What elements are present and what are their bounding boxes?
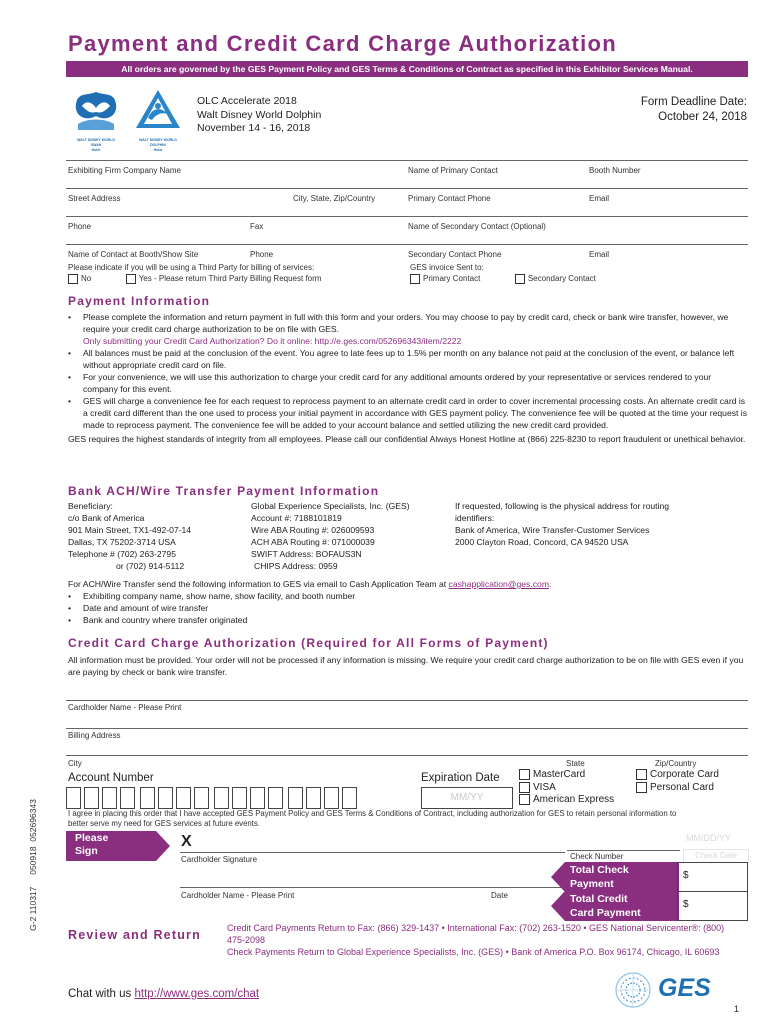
cardholder-name-2-field[interactable] xyxy=(180,887,565,888)
signature-field[interactable] xyxy=(180,852,565,853)
bank-line: Telephone # (702) 263-2795 xyxy=(68,549,176,559)
bank-line: SWIFT Address: BOFAUS3N xyxy=(251,549,362,559)
cardholder-name-field[interactable] xyxy=(66,700,748,701)
cardholder-name-2-label: Cardholder Name - Please Print xyxy=(181,891,295,900)
bank-account xyxy=(251,500,451,572)
total-check-label-2: Payment xyxy=(570,878,614,890)
payment-bullet-1: Please complete the information and return payment in full with this form and your orders. You may choose to pay by credit card, check or bank wire transfer, however, we require your credit card charge authorization to be on file with GES. xyxy=(83,312,729,334)
digit-box[interactable] xyxy=(268,787,283,809)
payment-info: • Please complete the information and return payment in full with this form and your orders. You may choose to pay by credit card, check or bank wire transfer, however, we require your credit card charge authorization to be on file with GES. Only submitting your Credit Card Authorization? Do it online: http://e.ges.com/052696343/item/2222 • All balances must be paid at the conclusion of the event. You agree to late fees up to 1.5% per month on any balance not paid at the conclusion of the event, or balance left without appropriate credit card on file. • For your convenience, we will use this authorization to charge your credit card for any additional amounts ordered by your representative or services rendered to your company for this event. • GES will charge a convenience fee for each request to reprocess payment to an alternate credit card in order to cover incremental processing costs. An alternate credit card is a credit card different than the one used to process your initial payment in accordance with GES payment policy. The convenience fee will be quoted at the time your request is made to reprocess payment. The convenience fee will be added to your account balance and settled utilizing the new credit card provided. GES requires the highest standards of integrity from all employees. Please call our confidential Always Honest Hotline at (866) 225-8230 to report fraudulent or unethical behavior. xyxy=(68,312,748,444)
dolphin-logo-text-2: DOLPHIN xyxy=(150,143,166,147)
signature-x: X xyxy=(181,833,192,850)
state-label: State xyxy=(566,759,585,768)
primary-phone-label: Primary Contact Phone xyxy=(408,194,491,203)
bank-line: Dallas, TX 75202-3714 USA xyxy=(68,537,176,547)
phone-field[interactable] xyxy=(66,244,748,245)
payment-heading: Payment Information xyxy=(68,294,211,308)
visa-label: VISA xyxy=(533,781,556,793)
check-date-field[interactable]: Check Date xyxy=(683,849,749,863)
email-label-2: Email xyxy=(589,250,610,259)
city-field[interactable] xyxy=(66,755,748,756)
digit-box[interactable] xyxy=(194,787,209,809)
amex-checkbox[interactable] xyxy=(519,794,530,805)
secondary-contact-label: Name of Secondary Contact (Optional) xyxy=(408,222,546,231)
ges-logo-text: GES xyxy=(658,974,711,1002)
bank-line: CHIPS Address: 0959 xyxy=(254,561,338,571)
primary-contact-label: Name of Primary Contact xyxy=(408,166,498,175)
form-code: G-2 110317 050918 052696343 xyxy=(28,799,38,931)
personal-label: Personal Card xyxy=(650,781,714,793)
card-intro: All information must be provided. Your order will not be processed if any information is missing. We require your credit card charge authorization to be on file with GES even if you are paying by check or bank wire transfer. xyxy=(68,655,744,677)
booth-label: Booth Number xyxy=(589,166,641,175)
please-sign-tag xyxy=(66,831,170,863)
ach-item: Date and amount of wire transfer xyxy=(83,603,209,613)
company-field[interactable] xyxy=(66,188,748,189)
amex-label: American Express xyxy=(533,794,615,806)
chat-link[interactable]: http://www.ges.com/chat xyxy=(134,988,260,1000)
zip-label: Zip/Country xyxy=(655,759,697,768)
email-label-1: Email xyxy=(589,194,610,203)
bank-line: Wire ABA Routing #: 026009593 xyxy=(251,525,375,535)
signature-label: Cardholder Signature xyxy=(181,855,258,864)
card-type-options xyxy=(519,769,614,807)
dolphin-logo xyxy=(130,88,186,154)
secondary-label: Secondary Contact xyxy=(527,274,596,284)
digit-box[interactable] xyxy=(158,787,173,809)
bank-line: ACH ABA Routing #: 071000039 xyxy=(251,537,375,547)
bank-line: or (702) 914-5112 xyxy=(116,561,185,571)
card-class-options xyxy=(636,769,719,794)
ges-logo xyxy=(610,970,730,1010)
return-instructions xyxy=(227,922,737,958)
digit-box[interactable] xyxy=(140,787,155,809)
account-number-label: Account Number xyxy=(68,772,154,784)
corporate-label: Corporate Card xyxy=(650,769,719,781)
check-number-label: Check Number xyxy=(570,852,624,861)
ach-instructions: For ACH/Wire Transfer send the following information to GES via email to Cash Application Team at cashapplication@ges.com. • Exhibiting company name, show name, show facility, and booth number • Date and amount of wire transfer • Bank and country where transfer originated xyxy=(68,579,552,625)
primary-label: Primary Contact xyxy=(423,274,481,284)
visa-checkbox[interactable] xyxy=(519,782,530,793)
ach-item: Bank and country where transfer originated xyxy=(83,615,248,625)
digit-box[interactable] xyxy=(214,787,229,809)
personal-checkbox[interactable] xyxy=(636,782,647,793)
city-state-label: City, State, Zip/Country xyxy=(293,194,376,203)
street-label: Street Address xyxy=(68,194,121,203)
digit-box[interactable] xyxy=(84,787,99,809)
digit-box[interactable] xyxy=(288,787,303,809)
bank-heading: Bank ACH/Wire Transfer Payment Information xyxy=(68,484,380,498)
date-placeholder: MM/DD/YY xyxy=(686,833,731,843)
no-label: No xyxy=(81,274,92,284)
digit-box[interactable] xyxy=(306,787,321,809)
no-checkbox[interactable] xyxy=(68,274,78,284)
card-heading: Credit Card Charge Authorization (Required for All Forms of Payment) xyxy=(68,636,549,650)
digit-box[interactable] xyxy=(324,787,339,809)
mastercard-checkbox[interactable] xyxy=(519,769,530,780)
bank-address xyxy=(455,500,750,548)
third-party-question: Please indicate if you will be using a Third Party for billing of services: xyxy=(68,263,315,272)
invoice-question: GES invoice Sent to: xyxy=(410,263,484,272)
event-venue: Walt Disney World Dolphin xyxy=(197,108,322,121)
please-label: Please xyxy=(75,832,109,844)
street-field[interactable] xyxy=(66,216,748,217)
phone-label: Phone xyxy=(68,222,92,231)
bank-line: 2000 Clayton Road, Concord, CA 94520 USA xyxy=(455,537,629,547)
fax-label: Fax xyxy=(250,222,264,231)
payment-bullet-3: For your convenience, we will use this authorization to charge your credit card for any additional amounts ordered by your representative or services rendered to your company for this event. xyxy=(83,372,712,394)
page-number: 1 xyxy=(734,1004,740,1014)
billing-address-label: Billing Address xyxy=(68,731,121,740)
fax-instructions: Credit Card Payments Return to Fax: (866) 329-1437 • International Fax: (702) 263-1520 • GES National Servicenter®: (800) 475-2098 xyxy=(227,923,725,945)
company-label: Exhibiting Firm Company Name xyxy=(68,166,181,175)
expiration-label: Expiration Date xyxy=(421,772,500,784)
agreement-text: I agree in placing this order that I have accepted GES Payment Policy and GES Terms & Conditions of Contract, including authorization for GES to retain personal information to better serve my need for GES services at future events. xyxy=(68,809,677,828)
check-instructions: Check Payments Return to Global Experience Specialists, Inc. (GES) • Bank of America P.O. Box 96174, Chicago, IL 60693 xyxy=(227,947,720,957)
online-link[interactable]: Only submitting your Credit Card Authorization? Do it online: http://e.ges.com/052696343/item/2222 xyxy=(83,336,462,346)
phone-label-2: Phone xyxy=(250,250,274,259)
sign-label: Sign xyxy=(75,845,98,857)
chat-text: Chat with us xyxy=(68,988,135,1000)
ach-item: Exhibiting company name, show name, show facility, and booth number xyxy=(83,591,356,601)
cash-app-email-link[interactable]: cashapplication@ges.com xyxy=(448,579,549,589)
bank-line: Global Experience Specialists, Inc. (GES) xyxy=(251,501,410,511)
primary-checkbox[interactable] xyxy=(410,274,420,284)
bank-beneficiary xyxy=(68,500,248,572)
billing-address-field[interactable] xyxy=(66,728,748,729)
integrity-text: GES requires the highest standards of integrity from all employees. Please call our confidential Always Honest Hotline at (866) 225-8230 to report fraudulent or unethical behavior. xyxy=(68,434,746,444)
expiration-field[interactable]: MM/YY xyxy=(421,787,513,809)
total-check-label-1: Total Check xyxy=(570,864,629,876)
ach-send-text: For ACH/Wire Transfer send the following information to GES via email to Cash Application Team at xyxy=(68,579,449,589)
bank-line: If requested, following is the physical address for routing xyxy=(455,501,670,511)
bank-line: Account #: 7188101819 xyxy=(251,513,342,523)
total-check-tag xyxy=(551,862,679,894)
event-name: OLC Accelerate 2018 xyxy=(197,95,297,107)
deadline-label: Form Deadline Date: xyxy=(640,96,747,108)
total-credit-label-1: Total Credit xyxy=(570,893,628,905)
bank-line: c/o Bank of America xyxy=(68,513,145,523)
secondary-checkbox[interactable] xyxy=(515,274,525,284)
swan-logo-text-2: SWAN xyxy=(90,143,102,147)
corporate-checkbox[interactable] xyxy=(636,769,647,780)
third-party-options xyxy=(68,274,321,284)
dolphin-logo-text-3: Hotel xyxy=(153,148,163,152)
dolphin-logo-text-1: WALT DISNEY WORLD xyxy=(139,138,177,142)
deadline xyxy=(641,95,747,125)
digit-box[interactable] xyxy=(342,787,357,809)
event-info xyxy=(197,95,321,136)
chat-line xyxy=(68,988,259,1000)
total-credit-tag xyxy=(551,891,679,923)
date-label: Date xyxy=(491,891,508,900)
digit-box[interactable] xyxy=(176,787,191,809)
city-label: City xyxy=(68,759,82,768)
swan-logo xyxy=(68,88,124,154)
ach-send-end: . xyxy=(548,579,552,589)
swan-logo-text-3: Hotel xyxy=(91,148,101,152)
review-return-heading: Review and Return xyxy=(68,928,201,942)
digit-box[interactable] xyxy=(232,787,247,809)
bank-line: 901 Main Street, TX1-492-07-14 xyxy=(68,525,192,535)
yes-checkbox[interactable] xyxy=(126,274,136,284)
bank-line: identifiers: xyxy=(455,513,495,523)
payment-bullet-4: GES will charge a convenience fee for each request to reprocess payment to an alternate credit card in order to cover incremental processing costs. An alternate credit card is a credit card different than the one used to process your initial payment in accordance with GES payment policy. The convenience fee will be quoted at the time your request is made to reprocess payment. The convenience fee will be added to your account balance and settled utilizing the new credit card provided. xyxy=(83,396,748,430)
cardholder-name-label: Cardholder Name - Please Print xyxy=(68,703,182,712)
digit-box[interactable] xyxy=(250,787,265,809)
swan-logo-text-1: WALT DISNEY WORLD xyxy=(77,138,115,142)
event-dates: November 14 - 16, 2018 xyxy=(197,122,311,134)
invoice-options xyxy=(410,274,596,284)
booth-contact-label: Name of Contact at Booth/Show Site xyxy=(68,250,199,259)
digit-box[interactable] xyxy=(102,787,117,809)
total-credit-label-2: Card Payment xyxy=(570,907,641,919)
total-credit-field[interactable]: $ xyxy=(677,891,748,921)
mastercard-label: MasterCard xyxy=(533,769,586,781)
bank-line: Beneficiary: xyxy=(68,501,113,511)
yes-label: Yes - Please return Third Party Billing Request form xyxy=(138,274,322,284)
policy-banner: All orders are governed by the GES Payment Policy and GES Terms & Conditions of Contract as specified in this Exhibitor Services Manual. xyxy=(66,61,748,77)
digit-box[interactable] xyxy=(66,787,81,809)
check-number-field[interactable] xyxy=(567,850,680,851)
account-number-field[interactable] xyxy=(66,787,416,809)
payment-bullet-2: All balances must be paid at the conclusion of the event. You agree to late fees up to 1.5% per month on any balance not paid at the conclusion of the event, or balance left without appropriate credit card on file. xyxy=(83,348,735,370)
bank-line: Bank of America, Wire Transfer-Customer Services xyxy=(455,525,650,535)
page-title: Payment and Credit Card Charge Authorization xyxy=(68,31,617,56)
deadline-value: October 24, 2018 xyxy=(658,111,747,123)
secondary-phone-label: Secondary Contact Phone xyxy=(408,250,502,259)
total-check-field[interactable]: $ xyxy=(677,862,748,892)
digit-box[interactable] xyxy=(120,787,135,809)
